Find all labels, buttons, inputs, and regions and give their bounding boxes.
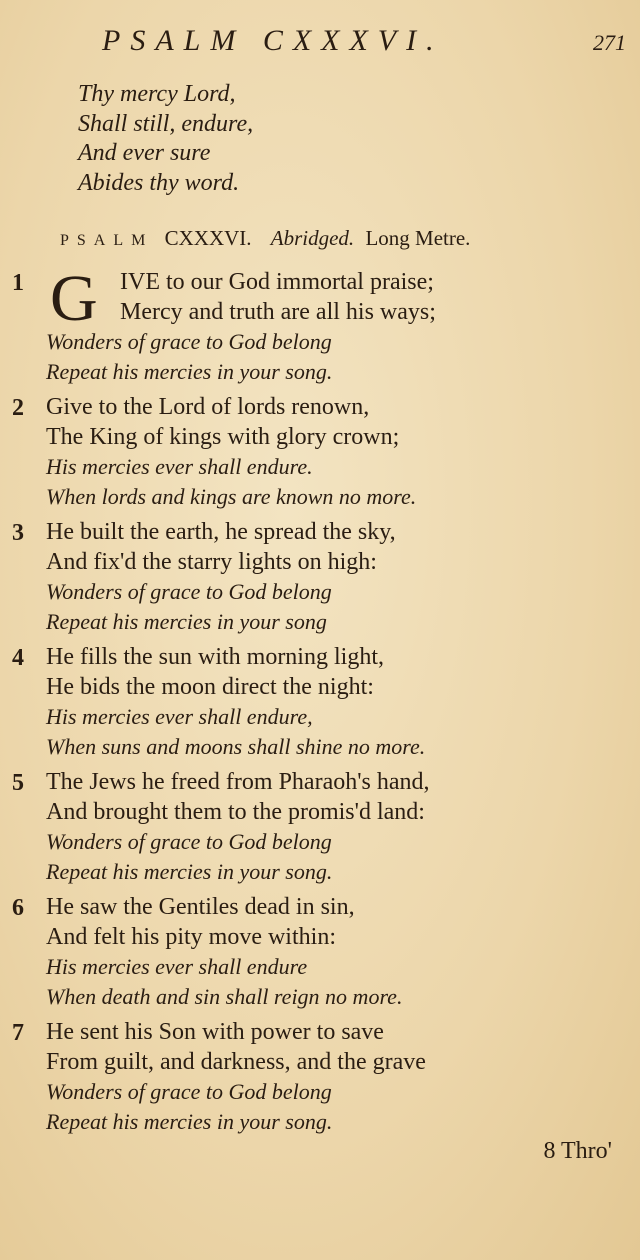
stanza-number: 1 [12, 270, 24, 296]
stanza-refrain-line: Repeat his mercies in your song. [46, 858, 333, 884]
running-head [0, 24, 640, 60]
stanza [0, 893, 640, 1011]
stanza-refrain-line: Wonders of grace to God belong [46, 829, 332, 854]
previous-psalm-verse [78, 80, 253, 198]
stanza [0, 643, 640, 761]
stanza-number: 6 [12, 895, 24, 921]
stanza-number: 7 [12, 1020, 24, 1046]
stanza-refrain-line: Repeat his mercies in your song [46, 608, 327, 634]
stanza-number: 2 [12, 395, 24, 421]
stanza-refrain-line: When suns and moons shall shine no more. [46, 733, 426, 759]
stanza-refrain-line: His mercies ever shall endure. [46, 454, 313, 479]
catchword: 8 Thro' [543, 1138, 612, 1164]
stanza-line: The King of kings with glory crown; [46, 423, 400, 450]
stanza-line: IVE to our God immortal praise; [120, 269, 434, 295]
heading-psalm-number: CXXXVI. [164, 226, 252, 250]
stanza-refrain-line: When lords and kings are known no more. [46, 483, 417, 509]
stanza-refrain-line: Wonders of grace to God belong [46, 329, 332, 354]
stanza-line: He saw the Gentiles dead in sin, [46, 894, 355, 920]
stanza-refrain-line: Repeat his mercies in your song. [46, 1108, 333, 1134]
stanza-line: And fix'd the starry lights on high: [46, 548, 377, 575]
page-number: 271 [593, 30, 626, 55]
stanza-line: He built the earth, he spread the sky, [46, 519, 396, 545]
stanza-list [0, 262, 640, 1143]
psalm-heading [60, 226, 620, 251]
verse-line: Thy mercy Lord, [78, 81, 236, 107]
stanza-line: And felt his pity move within: [46, 923, 336, 950]
stanza [0, 518, 640, 636]
stanza-number: 4 [12, 645, 24, 671]
stanza-refrain-line: When death and sin shall reign no more. [46, 983, 403, 1009]
heading-abridged-note: Abridged. [270, 226, 355, 250]
running-head-title: PSALM CXXXVI. [102, 24, 444, 57]
stanza-refrain-line: Wonders of grace to God belong [46, 579, 332, 604]
stanza-line: Give to the Lord of lords renown, [46, 394, 370, 420]
stanza [0, 1018, 640, 1136]
stanza-line: Mercy and truth are all his ways; [120, 298, 436, 325]
stanza-line: From guilt, and darkness, and the grave [46, 1048, 426, 1075]
verse-line: And ever sure [78, 140, 211, 166]
stanza [0, 768, 640, 886]
stanza [0, 262, 640, 386]
stanza-number: 3 [12, 520, 24, 546]
stanza [0, 393, 640, 511]
heading-metre: Long Metre. [365, 226, 471, 250]
stanza-line: And brought them to the promis'd land: [46, 798, 425, 825]
stanza-refrain-line: His mercies ever shall endure, [46, 704, 313, 729]
stanza-line: He fills the sun with morning light, [46, 644, 384, 670]
stanza-line: The Jews he freed from Pharaoh's hand, [46, 769, 430, 795]
verse-line: Abides thy word. [78, 169, 240, 196]
verse-line: Shall still, endure, [78, 110, 254, 137]
drop-capital: G [50, 262, 98, 335]
stanza-number: 5 [12, 770, 24, 796]
stanza-refrain-line: Repeat his mercies in your song. [46, 358, 333, 384]
stanza-line: He sent his Son with power to save [46, 1019, 384, 1045]
stanza-line: He bids the moon direct the night: [46, 673, 374, 700]
heading-psalm-word: PSALM [60, 232, 154, 249]
stanza-refrain-line: Wonders of grace to God belong [46, 1079, 332, 1104]
stanza-refrain-line: His mercies ever shall endure [46, 954, 308, 979]
